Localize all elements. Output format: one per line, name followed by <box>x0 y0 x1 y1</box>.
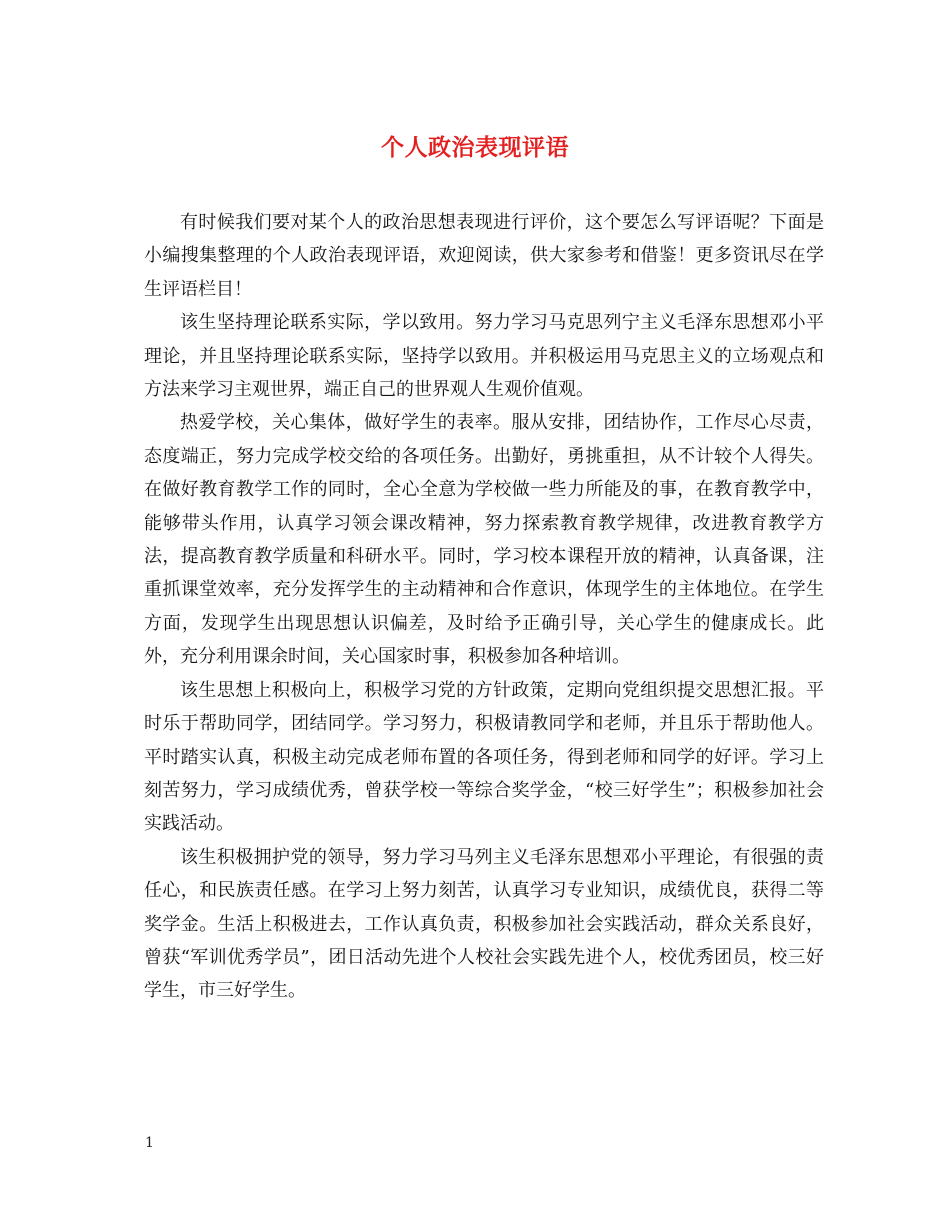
document-title: 个人政治表现评语 <box>381 134 569 161</box>
paragraph-4: 该生积极拥护党的领导，努力学习马列主义毛泽东思想邓小平理论，有很强的责任心，和民族责任感。在学习上努力刻苦，认真学习专业知识，成绩优良，获得二等奖学金。生活上积极进去，工作认真负责，积极参加社会实践活动，群众关系良好，曾获“军训优秀学员”，团日活动先进个人校社会实践先进个人，校优秀团员，校三好学生，市三好学生。 <box>144 846 824 1002</box>
paragraph-3: 该生思想上积极向上，积极学习党的方针政策，定期向党组织提交思想汇报。平时乐于帮助同学，团结同学。学习努力，积极请教同学和老师，并且乐于帮助他人。平时踏实认真，积极主动完成老师布置的各项任务，得到老师和同学的好评。学习上刻苦努力，学习成绩优秀，曾获学校一等综合奖学金，“校三好学生”；积极参加社会实践活动。 <box>144 679 824 835</box>
paragraph-2: 热爱学校，关心集体，做好学生的表率。服从安排，团结协作，工作尽心尽责，态度端正，努力完成学校交给的各项任务。出勤好，勇挑重担，从不计较个人得失。在做好教育教学工作的同时，全心全意为学校做一些力所能及的事，在教育教学中，能够带头作用，认真学习领会课改精神，努力探索教育教学规律，改进教育教学方法，提高教育教学质量和科研水平。同时，学习校本课程开放的精神，认真备课，注重抓课堂效率，充分发挥学生的主动精神和合作意识，体现学生的主体地位。在学生方面，发现学生出现思想认识偏差，及时给予正确引导，关心学生的健康成长。此外，充分利用课余时间，关心国家时事，积极参加各种培训。 <box>144 412 824 668</box>
document-body <box>144 206 824 1008</box>
paragraph-1: 该生坚持理论联系实际，学以致用。努力学习马克思列宁主义毛泽东思想邓小平理论，并且坚持理论联系实际，坚持学以致用。并积极运用马克思主义的立场观点和方法来学习主观世界，端正自己的世界观人生观价值观。 <box>144 312 824 401</box>
page-number: 1 <box>145 1135 154 1151</box>
paragraph-intro: 有时候我们要对某个人的政治思想表现进行评价，这个要怎么写评语呢？下面是小编搜集整理的个人政治表现评语，欢迎阅读，供大家参考和借鉴！更多资讯尽在学生评语栏目！ <box>144 212 824 300</box>
